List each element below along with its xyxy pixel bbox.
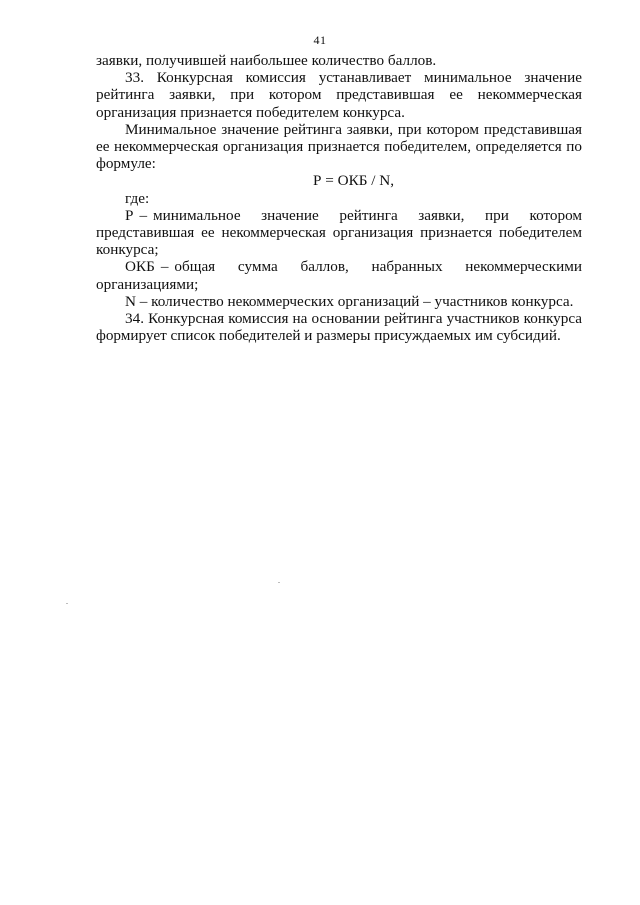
paragraph-33: 33. Конкурсная комиссия устанавливает минимальное значение рейтинга заявки, при котором представившая ее некоммерческая организация признается победителем конкурса. xyxy=(96,69,582,121)
document-body xyxy=(96,52,582,344)
page-number: 41 xyxy=(313,33,327,47)
definition-okb-text: общая сумма баллов, набранных некоммерческими организациями; xyxy=(96,258,582,293)
where-label: где: xyxy=(125,189,150,207)
definition-n xyxy=(96,293,582,310)
scan-speck xyxy=(66,603,68,604)
paragraph-34: 34. Конкурсная комиссия на основании рейтинга участников конкурса формирует список победителей и размеры присуждаемых им субсидий. xyxy=(96,310,582,345)
paragraph-continuation: заявки, получившей наибольшее количество баллов. xyxy=(96,52,437,69)
scan-speck xyxy=(278,582,280,583)
definition-n-term: N xyxy=(125,292,136,310)
paragraph-minimum-rating: Минимальное значение рейтинга заявки, при котором представившая ее некоммерческая организация признается победителем, определяется по формуле: xyxy=(96,120,582,173)
definition-p-text: минимальное значение рейтинга заявки, при котором представившая ее некоммерческая организация признается победителем конкурса; xyxy=(96,206,582,259)
formula: Р = ОКБ / N, xyxy=(313,172,395,190)
definition-dash: – xyxy=(139,206,148,224)
definition-p xyxy=(96,207,582,259)
definition-okb-term: ОКБ xyxy=(125,258,155,276)
definition-n-text: количество некоммерческих организаций – участников конкурса. xyxy=(151,292,574,310)
definition-dash: – xyxy=(139,292,148,310)
definition-okb xyxy=(96,258,582,292)
definition-dash: – xyxy=(160,258,169,276)
definition-p-term: Р xyxy=(125,206,134,224)
